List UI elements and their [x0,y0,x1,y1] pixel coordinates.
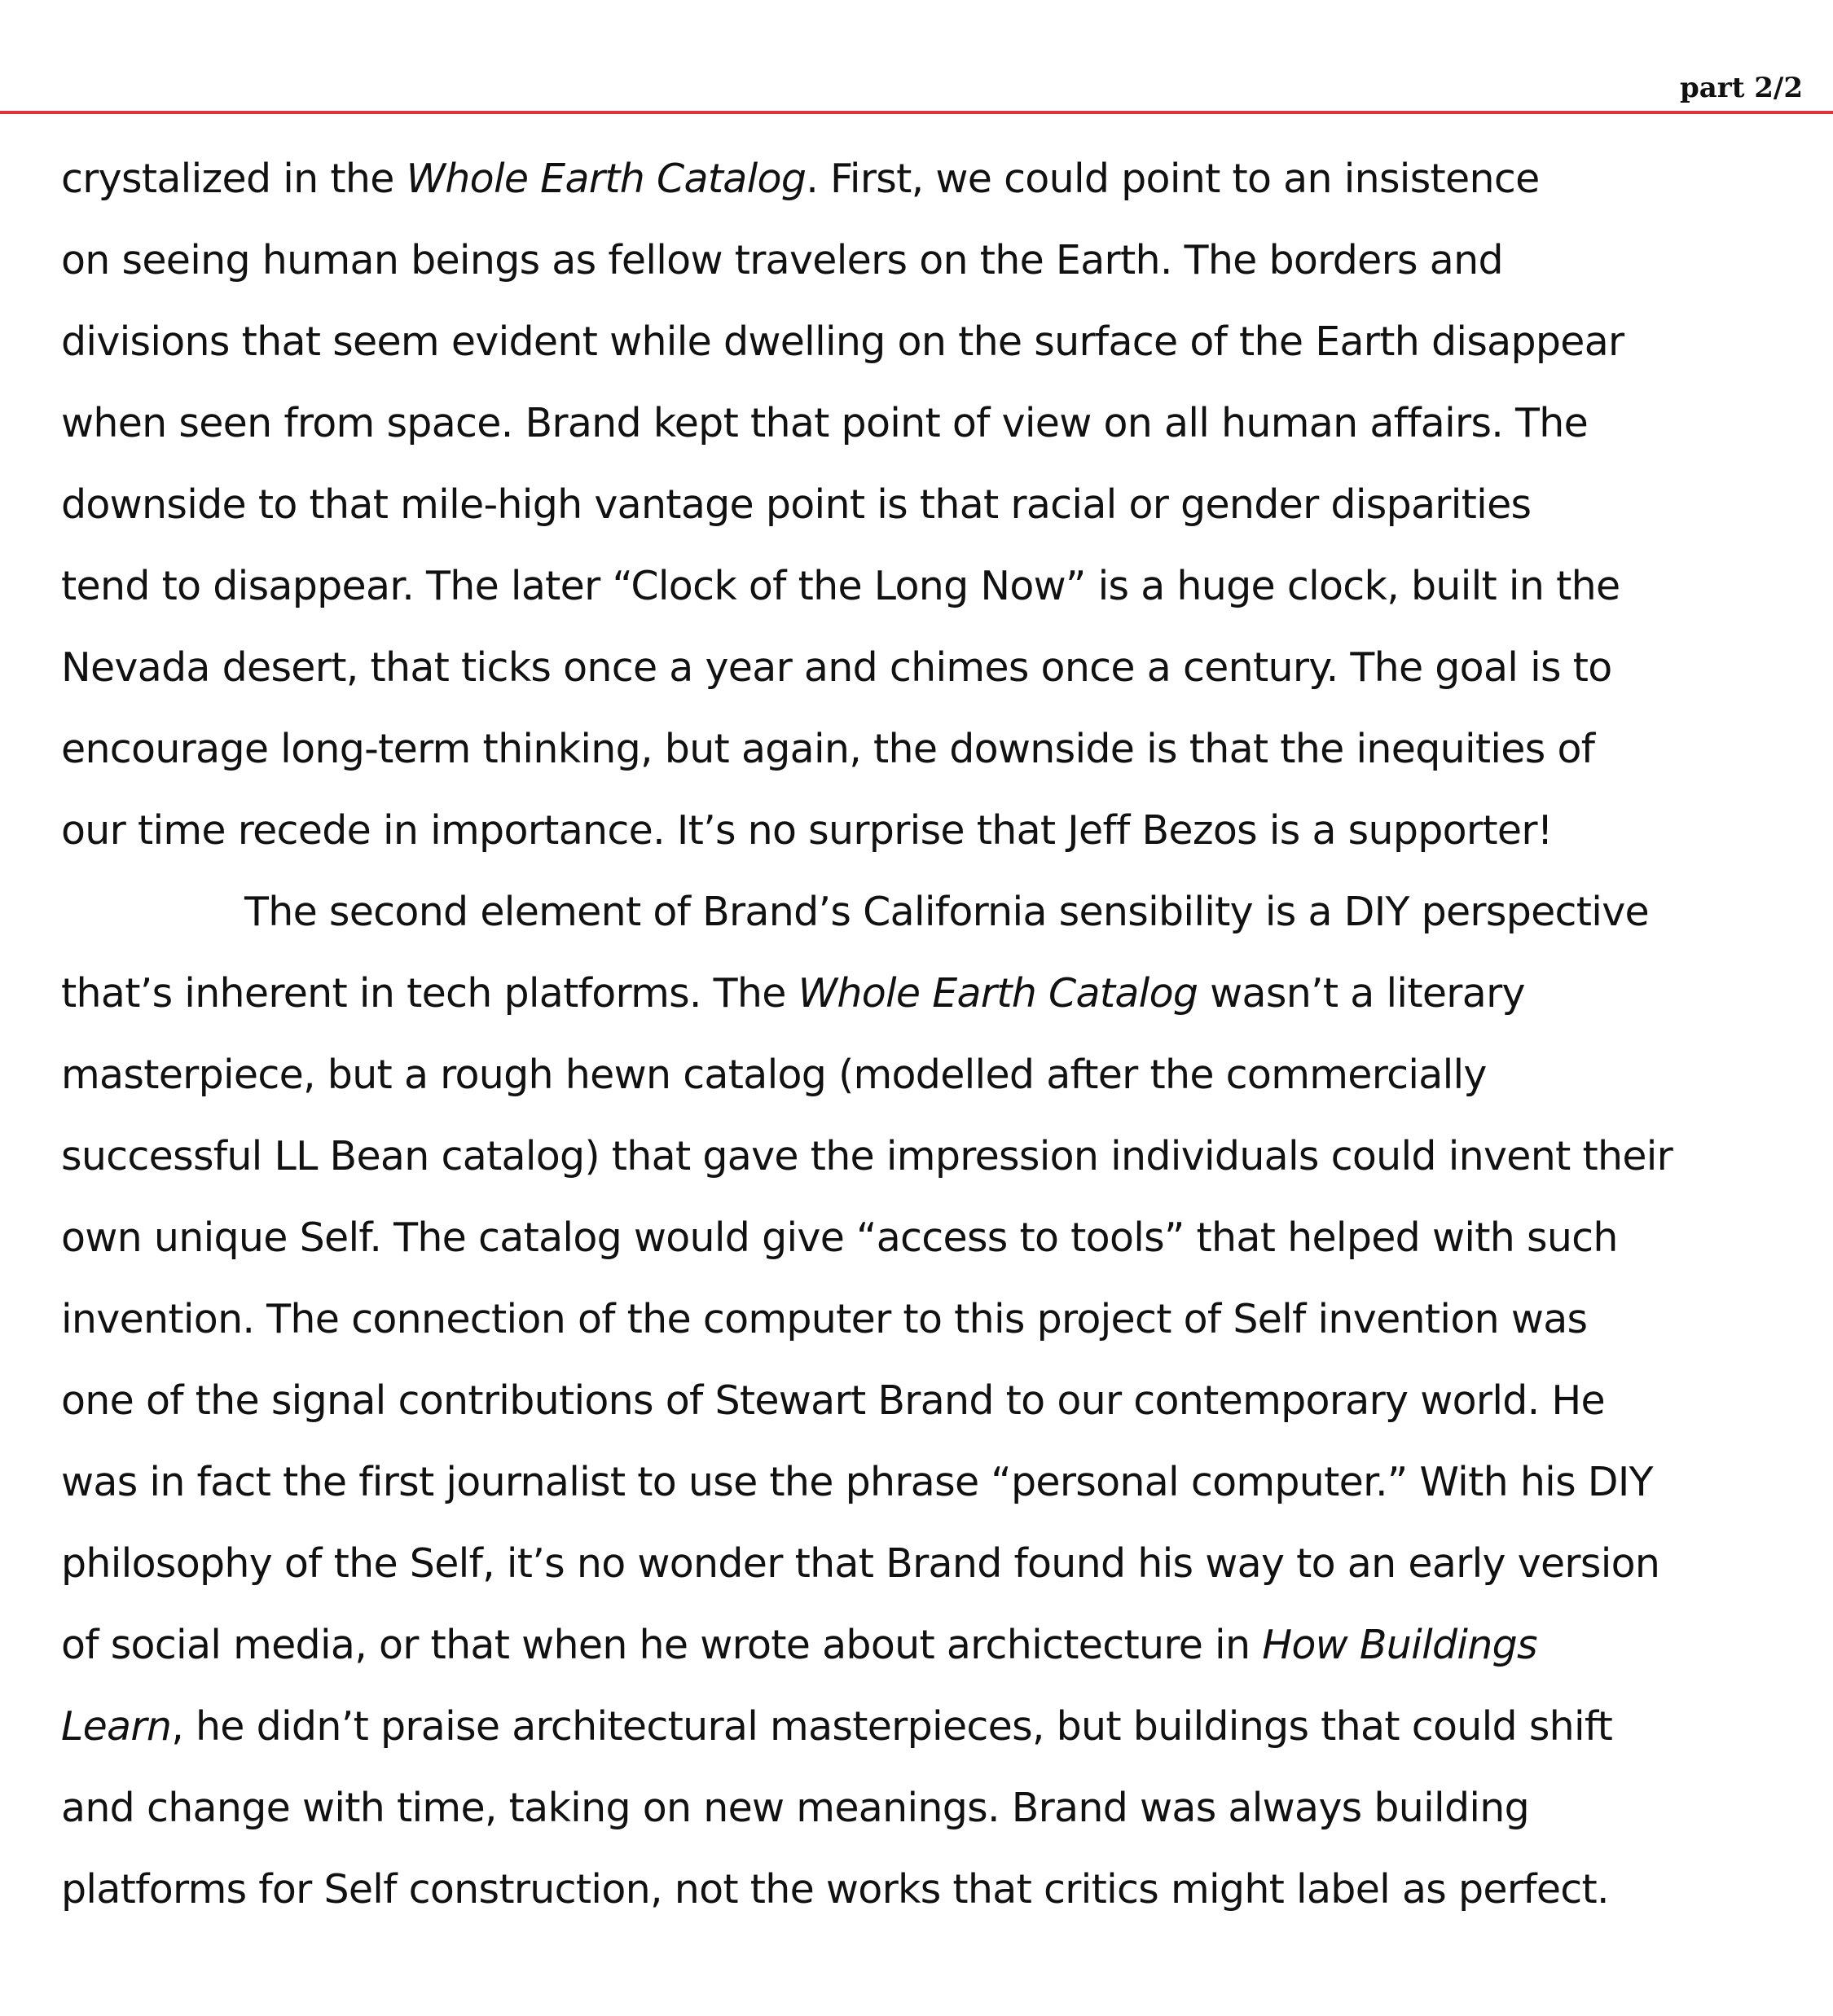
book-title: How Buildings [1262,1622,1537,1668]
text-line: philosophy of the Self, it’s no wonder that Brand found his way to an early version [61,1540,1660,1587]
text-line: and change with time, taking on new meanings. Brand was always building [61,1785,1530,1831]
text-line: our time recede in importance. It’s no surprise that Jeff Bezos is a supporter! [61,807,1553,854]
text-line: one of the signal contributions of Stewart Brand to our contemporary world. He [61,1377,1605,1424]
book-title: Whole Earth Catalog [798,970,1198,1017]
text-line: when seen from space. Brand kept that point of view on all human affairs. The [61,400,1589,446]
page-header [0,0,1833,116]
paragraph-start-line: The second element of Brand’s California sensibility is a DIY perspective [244,889,1649,935]
text-line: Nevada desert, that ticks once a year and chimes once a century. The goal is to [61,644,1612,691]
book-title: Whole Earth Catalog [406,156,807,202]
text-line: on seeing human beings as fellow travelers on the Earth. The borders and [61,237,1503,283]
text-line: masterpiece, but a rough hewn catalog (modelled after the commercially [61,1052,1487,1098]
text-line: of social media, or that when he wrote about archictecture in How Buildings [61,1622,1537,1668]
book-title: Learn [61,1703,172,1750]
text-line: crystalized in the Whole Earth Catalog. First, we could point to an insistence [61,156,1540,202]
header-rule [0,111,1833,114]
text-line: successful LL Bean catalog) that gave the impression individuals could invent their [61,1133,1673,1179]
text-line: downside to that mile-high vantage point is that racial or gender disparities [61,481,1532,528]
text-line: encourage long-term thinking, but again, the downside is that the inequities of [61,726,1595,772]
body-text [61,138,1813,1930]
part-label: part 2/2 [1680,72,1803,104]
text-line: tend to disappear. The later “Clock of the Long Now” is a huge clock, built in the [61,563,1620,609]
text-line: invention. The connection of the computer to this project of Self invention was [61,1296,1588,1342]
text-line: was in fact the first journalist to use the phrase “personal computer.” With his DIY [61,1459,1653,1505]
text-line: platforms for Self construction, not the works that critics might label as perfect. [61,1866,1609,1913]
text-line: Learn, he didn’t praise architectural masterpieces, but buildings that could shift [61,1703,1613,1750]
text-line: own unique Self. The catalog would give “access to tools” that helped with such [61,1214,1618,1261]
text-line: divisions that seem evident while dwelling on the surface of the Earth disappear [61,318,1624,365]
text-line: that’s inherent in tech platforms. The Whole Earth Catalog wasn’t a literary [61,970,1525,1017]
